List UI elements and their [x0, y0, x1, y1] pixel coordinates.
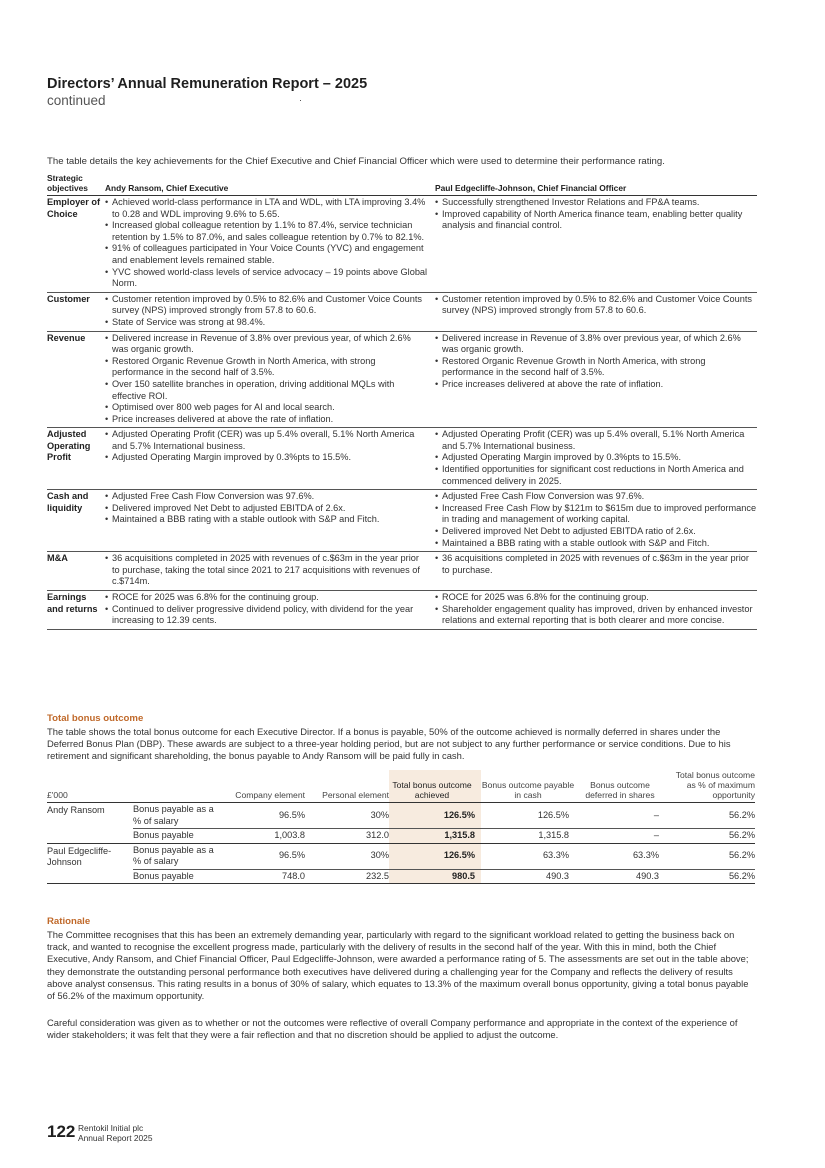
list-item: • Delivered increase in Revenue of 3.8% over previous year, of which 2.6% was organic growth. — [105, 333, 429, 356]
list-item: • Achieved world-class performance in LTA and WDL, with LTA improving 3.4% to 0.28 and WDL improving 9.6% to 5.65. — [105, 197, 429, 220]
list-item: • Customer retention improved by 0.5% to 82.6% and Customer Voice Counts survey (NPS) improved strongly from 57.8 to 60.6. — [435, 294, 757, 317]
total-bonus-text: The table shows the total bonus outcome for each Executive Director. If a bonus is payable, 50% of the outcome achieved is normally deferred in shares under the Deferred Bonus Plan (DBP). These awards are subject to a three-year holding period, but are not subject to any further performance or service conditions. Due to his retirement and significant shareholding, the bonus payable to Andy Ransom will be paid fully in cash. — [47, 726, 731, 762]
list-item: • Adjusted Operating Margin improved by 0.3%pts to 15.5%. — [435, 452, 757, 464]
bonus-measure: Bonus payable as a % of salary — [133, 803, 219, 829]
page-title: Directors’ Annual Remuneration Report – 2025 — [47, 76, 368, 92]
ceo-achievement-list — [105, 592, 429, 627]
ceo-achievements — [105, 428, 435, 490]
list-item: • ROCE for 2025 was 6.8% for the continuing group. — [105, 592, 429, 604]
list-item: • Increased global colleague retention by 1.1% to 87.4%, service technician retention by 1.5% to 87.0%, and sales colleague retention by 0.7% to 82.1%. — [105, 220, 429, 243]
rationale-paragraph-2: Careful consideration was given as to whether or not the outcomes were reflective of overall Company performance and appropriate in the context of the experience of wider stakeholders; it was felt that they were a fair reflection and that no discretion should be applied to adjust the outcome. — [47, 1017, 738, 1041]
bonus-cash: 63.3% — [481, 843, 575, 869]
list-item: • Restored Organic Revenue Growth in North America, with strong performance in the second half of 3.5%. — [435, 356, 757, 379]
bonus-personal: 312.0 — [305, 829, 389, 844]
bonus-row-edgecliffe-pct — [47, 843, 755, 869]
objective-label: Adjusted Operating Profit — [47, 428, 105, 490]
list-item: • 36 acquisitions completed in 2025 with revenues of c.$63m in the year prior to purchase, taking the total since 2021 to 217 acquisitions with revenues of c.$714m. — [105, 553, 429, 588]
list-item: • Adjusted Operating Profit (CER) was up 5.4% overall, 5.1% North America and 5.7% International business. — [435, 429, 757, 452]
list-item: • Delivered improved Net Debt to adjusted EBITDA ratio of 2.6x. — [435, 526, 757, 538]
bonus-pct-max: 56.2% — [665, 869, 755, 884]
objective-label: Employer of Choice — [47, 196, 105, 293]
bonus-row-ransom-pct — [47, 803, 755, 829]
bonus-cash: 490.3 — [481, 869, 575, 884]
bonus-name-edgecliffe: Paul Edgecliffe-Johnson — [47, 843, 133, 884]
cfo-achievements — [435, 196, 757, 293]
bonus-personal: 232.5 — [305, 869, 389, 884]
bonus-header-company: Company element — [219, 770, 305, 803]
cfo-achievement-list — [435, 197, 757, 232]
bonus-company: 96.5% — [219, 803, 305, 829]
bonus-pct-max: 56.2% — [665, 843, 755, 869]
list-item: • Adjusted Operating Margin improved by 0.3%pts to 15.5%. — [105, 452, 429, 464]
ceo-achievement-list — [105, 553, 429, 588]
bonus-deferred: – — [575, 803, 665, 829]
bonus-company: 96.5% — [219, 843, 305, 869]
bonus-name-ransom: Andy Ransom — [47, 803, 133, 844]
bonus-pct-max: 56.2% — [665, 829, 755, 844]
list-item: • State of Service was strong at 98.4%. — [105, 317, 429, 329]
bonus-measure: Bonus payable — [133, 829, 219, 844]
achievements-header-row — [47, 172, 757, 196]
achievements-body — [47, 196, 757, 630]
cfo-achievement-list — [435, 592, 757, 627]
bonus-header-blank — [133, 770, 219, 803]
achievements-table — [47, 172, 757, 630]
header-objectives: Strategic objectives — [47, 172, 105, 196]
achievement-row — [47, 292, 757, 331]
list-item: • Customer retention improved by 0.5% to 82.6% and Customer Voice Counts survey (NPS) improved strongly from 57.8 to 60.6. — [105, 294, 429, 317]
bonus-total: 126.5% — [389, 803, 481, 829]
list-item: • Optimised over 800 web pages for AI and local search. — [105, 402, 429, 414]
achievement-row — [47, 591, 757, 630]
bonus-total: 126.5% — [389, 843, 481, 869]
bonus-header-pct-max: Total bonus outcome as % of maximum opportunity — [665, 770, 755, 803]
cfo-achievement-list — [435, 294, 757, 317]
cfo-achievements — [435, 331, 757, 428]
bonus-deferred: 63.3% — [575, 843, 665, 869]
list-item: • Adjusted Free Cash Flow Conversion was 97.6%. — [435, 491, 757, 503]
cfo-achievements — [435, 292, 757, 331]
list-item: • Price increases delivered at above the rate of inflation. — [435, 379, 757, 391]
bonus-personal: 30% — [305, 803, 389, 829]
objective-label: Customer — [47, 292, 105, 331]
bonus-measure: Bonus payable — [133, 869, 219, 884]
bonus-row-edgecliffe-amt — [47, 869, 755, 884]
bonus-header-personal: Personal element — [305, 770, 389, 803]
achievement-row — [47, 428, 757, 490]
total-bonus-heading: Total bonus outcome — [47, 713, 144, 724]
cfo-achievements — [435, 591, 757, 630]
cfo-achievements — [435, 490, 757, 552]
ceo-achievements — [105, 292, 435, 331]
stray-dot — [300, 100, 301, 101]
list-item: • Improved capability of North America finance team, enabling better quality analysis and financial control. — [435, 209, 757, 232]
cfo-achievements — [435, 428, 757, 490]
ceo-achievement-list — [105, 294, 429, 329]
objective-label: Earnings and returns — [47, 591, 105, 630]
ceo-achievement-list — [105, 197, 429, 290]
achievement-row — [47, 552, 757, 591]
header-ceo: Andy Ransom, Chief Executive — [105, 172, 435, 196]
list-item: • ROCE for 2025 was 6.8% for the continuing group. — [435, 592, 757, 604]
list-item: • Delivered improved Net Debt to adjusted EBITDA of 2.6x. — [105, 503, 429, 515]
ceo-achievement-list — [105, 333, 429, 426]
bonus-deferred: 490.3 — [575, 869, 665, 884]
objective-label: Revenue — [47, 331, 105, 428]
bonus-header-total: Total bonus outcome achieved — [389, 770, 481, 803]
list-item: • Maintained a BBB rating with a stable outlook with S&P and Fitch. — [435, 538, 757, 550]
bonus-measure: Bonus payable as a % of salary — [133, 843, 219, 869]
achievement-row — [47, 196, 757, 293]
bonus-cash: 1,315.8 — [481, 829, 575, 844]
list-item: • YVC showed world-class levels of service advocacy – 19 points above Global Norm. — [105, 267, 429, 290]
bonus-header-unit: £'000 — [47, 770, 133, 803]
bonus-pct-max: 56.2% — [665, 803, 755, 829]
bonus-header-deferred: Bonus outcome deferred in shares — [575, 770, 665, 803]
bonus-personal: 30% — [305, 843, 389, 869]
achievement-row — [47, 331, 757, 428]
cfo-achievement-list — [435, 553, 757, 576]
list-item: • Maintained a BBB rating with a stable outlook with S&P and Fitch. — [105, 514, 429, 526]
rationale-paragraph-1: The Committee recognises that this has been an extremely demanding year, particularly with regard to the significant workload related to getting the business back on track, and wanted to recognise the excellent progress made, particularly with the delivery of results in the second half of the year. With this in mind, both the Chief Executive, Andy Ransom, and Chief Financial Officer, Paul Edgecliffe-Johnson, were awarded a performance rating of 5. The assessments are set out in the table above; they demonstrate the outstanding personal performance both executives have delivered during a challenging year for the Company and reflects the delivery of results above analyst consensus. This rating results in a bonus of 30% of salary, which equates to 13.3% of the maximum overall bonus opportunity, giving a total bonus payable of 56.2% of the maximum opportunity. — [47, 929, 749, 1002]
ceo-achievement-list — [105, 491, 429, 526]
bonus-row-ransom-amt — [47, 829, 755, 844]
bonus-cash: 126.5% — [481, 803, 575, 829]
bonus-deferred: – — [575, 829, 665, 844]
list-item: • Delivered increase in Revenue of 3.8% over previous year, of which 2.6% was organic growth. — [435, 333, 757, 356]
ceo-achievement-list — [105, 429, 429, 464]
objective-label: M&A — [47, 552, 105, 591]
bonus-company: 1,003.8 — [219, 829, 305, 844]
page-subtitle: continued — [47, 93, 106, 108]
footer-report-name: Annual Report 2025 — [78, 1133, 153, 1144]
list-item: • Continued to deliver progressive dividend policy, with dividend for the year increasing to 12.39 cents. — [105, 604, 429, 627]
header-cfo: Paul Edgecliffe-Johnson, Chief Financial Officer — [435, 172, 757, 196]
list-item: • Shareholder engagement quality has improved, driven by enhanced investor relations and external reporting that is both clearer and more concise. — [435, 604, 757, 627]
ceo-achievements — [105, 552, 435, 591]
list-item: • Increased Free Cash Flow by $121m to $615m due to improved performance in trading and management of working capital. — [435, 503, 757, 526]
list-item: • Over 150 satellite branches in operation, driving additional MQLs with effective ROI. — [105, 379, 429, 402]
objective-label: Cash and liquidity — [47, 490, 105, 552]
bonus-header-row — [47, 770, 755, 803]
cfo-achievement-list — [435, 429, 757, 487]
ceo-achievements — [105, 490, 435, 552]
achievement-row — [47, 490, 757, 552]
footer-company — [78, 1123, 153, 1144]
bonus-total: 980.5 — [389, 869, 481, 884]
list-item: • Restored Organic Revenue Growth in North America, with strong performance in the second half of 3.5%. — [105, 356, 429, 379]
rationale-heading: Rationale — [47, 916, 91, 927]
bonus-header-cash: Bonus outcome payable in cash — [481, 770, 575, 803]
cfo-achievement-list — [435, 491, 757, 549]
list-item: • Successfully strengthened Investor Relations and FP&A teams. — [435, 197, 757, 209]
intro-text: The table details the key achievements for the Chief Executive and Chief Financial Officer which were used to determine their performance rating. — [47, 156, 665, 167]
bonus-total: 1,315.8 — [389, 829, 481, 844]
ceo-achievements — [105, 331, 435, 428]
list-item: • 91% of colleagues participated in Your Voice Counts (YVC) and engagement and enablement levels remained stable. — [105, 243, 429, 266]
list-item: • Adjusted Operating Profit (CER) was up 5.4% overall, 5.1% North America and 5.7% International business. — [105, 429, 429, 452]
bonus-table — [47, 770, 755, 884]
cfo-achievement-list — [435, 333, 757, 391]
list-item: • Price increases delivered at above the rate of inflation. — [105, 414, 429, 426]
bonus-company: 748.0 — [219, 869, 305, 884]
list-item: • Adjusted Free Cash Flow Conversion was 97.6%. — [105, 491, 429, 503]
footer-company-name: Rentokil Initial plc — [78, 1123, 144, 1133]
list-item: • Identified opportunities for significant cost reductions in North America and commenced delivery in 2025. — [435, 464, 757, 487]
ceo-achievements — [105, 196, 435, 293]
cfo-achievements — [435, 552, 757, 591]
list-item: • 36 acquisitions completed in 2025 with revenues of c.$63m in the year prior to purchase. — [435, 553, 757, 576]
page-number: 122 — [47, 1122, 76, 1141]
ceo-achievements — [105, 591, 435, 630]
